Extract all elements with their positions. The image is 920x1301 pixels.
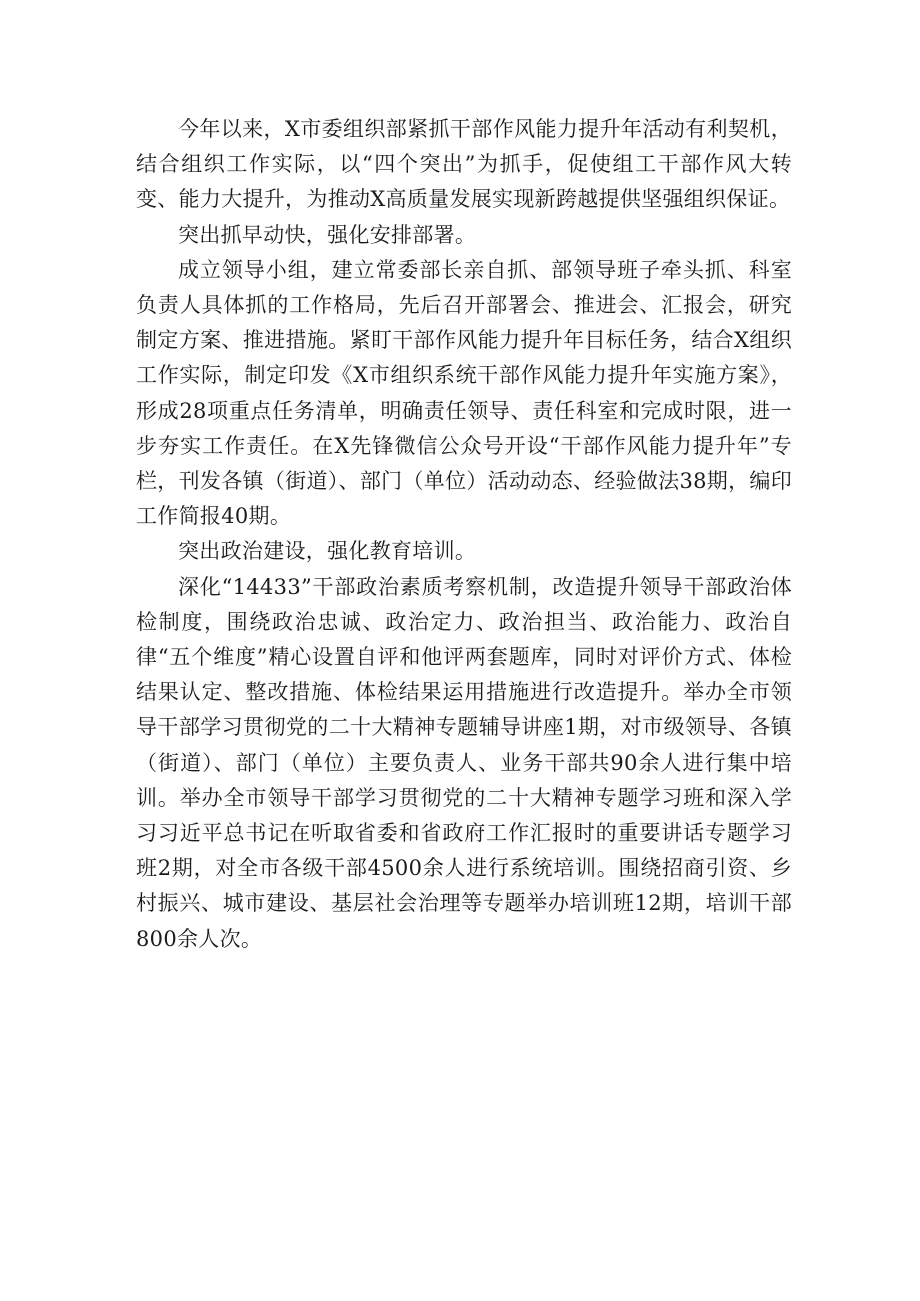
paragraph-deployment: 成立领导小组，建立常委部长亲自抓、部领导班子牵头抓、科室负责人具体抓的工作格局，先后召开部署会、推进会、汇报会，研究制定方案、推进措施。紧盯干部作风能力提升年目标任务，结合X组织工作实际，制定印发《X市组织系统干部作风能力提升年实施方案》，形成28项重点任务清单，明确责任领导、责任科室和完成时限，进一步夯实工作责任。在X先锋微信公众号开设“干部作风能力提升年”专栏，刊发各镇（街道）、部门（单位）活动动态、经验做法38期，编印工作简报40期。 — [136, 257, 792, 529]
document-body — [136, 112, 792, 957]
paragraph-intro: 今年以来，X市委组织部紧抓干部作风能力提升年活动有利契机，结合组织工作实际，以“四个突出”为抓手，促使组工干部作风大转变、能力大提升，为推动X高质量发展实现新跨越提供坚强组织保证。 — [136, 117, 792, 212]
paragraph-training: 深化“14433”干部政治素质考察机制，改造提升领导干部政治体检制度，围绕政治忠诚、政治定力、政治担当、政治能力、政治自律“五个维度”精心设置自评和他评两套题库，同时对评价方式、体检结果认定、整改措施、体检结果运用措施进行改造提升。举办全市领导干部学习贯彻党的二十大精神专题辅导讲座1期，对市级领导、各镇（街道）、部门（单位）主要负责人、业务干部共90余人进行集中培训。举办全市领导干部学习贯彻党的二十大精神专题学习班和深入学习习近平总书记在听取省委和省政府工作汇报时的重要讲话专题学习班2期，对全市各级干部4500余人进行系统培训。围绕招商引资、乡村振兴、城市建设、基层社会治理等专题举办培训班12期，培训干部800余人次。 — [136, 574, 792, 951]
section-heading-training: 突出政治建设，强化教育培训。 — [178, 539, 477, 564]
section-heading-deployment: 突出抓早动快，强化安排部署。 — [178, 222, 477, 247]
